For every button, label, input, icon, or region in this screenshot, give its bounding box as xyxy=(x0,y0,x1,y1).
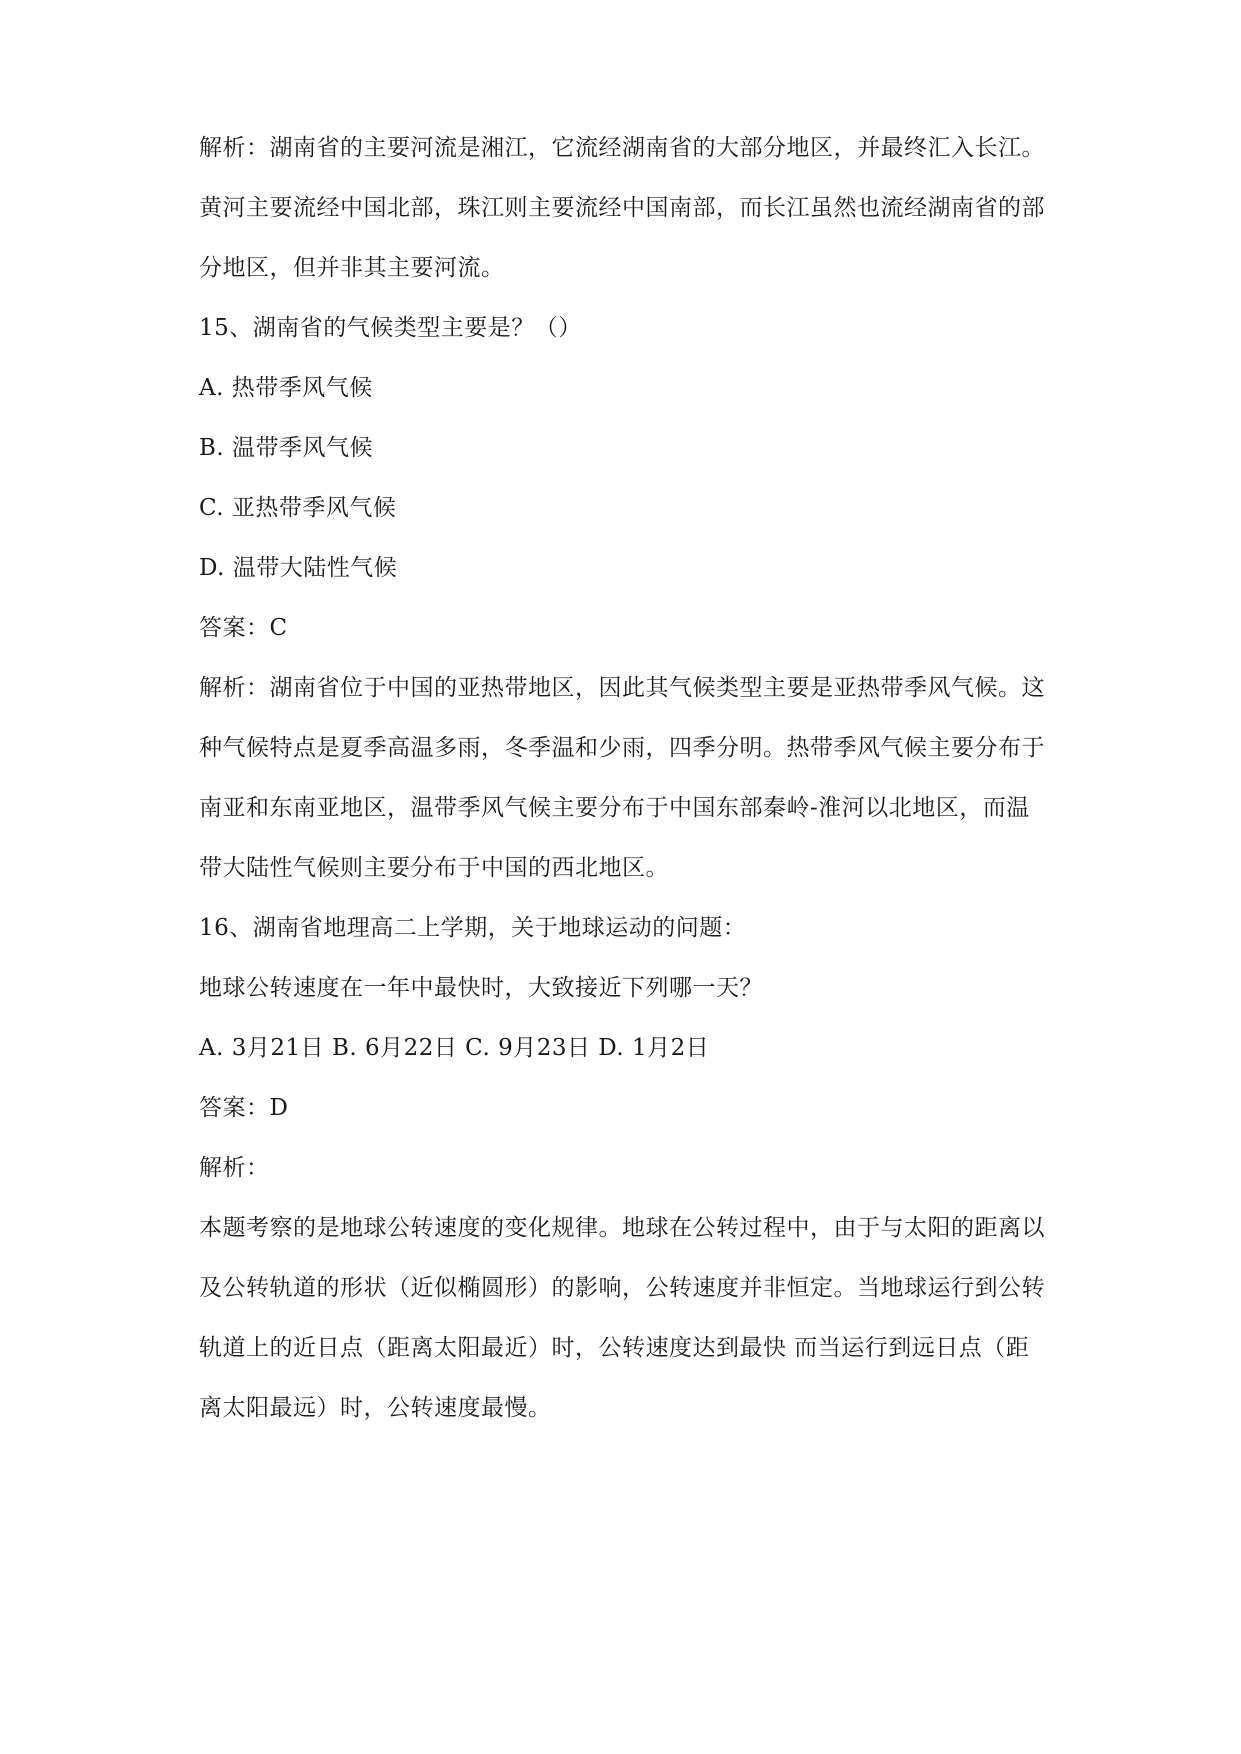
question-16: 16、湖南省地理高二上学期，关于地球运动的问题： xyxy=(199,915,747,941)
question-16-explanation-line-2: 及公转轨道的形状（近似椭圆形）的影响，公转速度并非恒定。当地球运行到公转 xyxy=(199,1275,1045,1301)
question-15: 15、湖南省的气候类型主要是？（） xyxy=(199,315,582,341)
question-15-option-d: D. 温带大陆性气候 xyxy=(199,555,398,581)
question-15-option-b: B. 温带季风气候 xyxy=(199,435,374,461)
question-16-explanation-line-4: 离太阳最远）时，公转速度最慢。 xyxy=(199,1395,552,1421)
question-15-explanation-line-4: 带大陆性气候则主要分布于中国的西北地区。 xyxy=(199,855,669,881)
question-15-explanation-line-3: 南亚和东南亚地区，温带季风气候主要分布于中国东部秦岭-淮河以北地区，而温 xyxy=(199,795,1030,821)
explanation-line-1: 解析：湖南省的主要河流是湘江，它流经湖南省的大部分地区，并最终汇入长江。 xyxy=(199,135,1045,161)
question-15-answer: 答案：C xyxy=(199,615,288,641)
question-16-answer: 答案：D xyxy=(199,1095,289,1121)
question-15-option-a: A. 热带季风气候 xyxy=(199,375,373,401)
question-15-option-c: C. 亚热带季风气候 xyxy=(199,495,397,521)
question-16-explanation-label: 解析： xyxy=(199,1155,270,1181)
question-16-explanation-line-1: 本题考察的是地球公转速度的变化规律。地球在公转过程中，由于与太阳的距离以 xyxy=(199,1215,1045,1241)
question-16-explanation-line-3: 轨道上的近日点（距离太阳最近）时，公转速度达到最快 而当运行到远日点（距 xyxy=(199,1335,1030,1361)
question-16-options: A. 3月21日 B. 6月22日 C. 9月23日 D. 1月2日 xyxy=(199,1035,710,1061)
explanation-line-3: 分地区，但并非其主要河流。 xyxy=(199,255,505,281)
explanation-line-2: 黄河主要流经中国北部，珠江则主要流经中国南部，而长江虽然也流经湖南省的部 xyxy=(199,195,1045,221)
question-15-explanation-line-2: 种气候特点是夏季高温多雨，冬季温和少雨，四季分明。热带季风气候主要分布于 xyxy=(199,735,1045,761)
question-15-explanation-line-1: 解析：湖南省位于中国的亚热带地区，因此其气候类型主要是亚热带季风气候。这 xyxy=(199,675,1045,701)
question-16-text: 地球公转速度在一年中最快时，大致接近下列哪一天？ xyxy=(199,975,763,1001)
